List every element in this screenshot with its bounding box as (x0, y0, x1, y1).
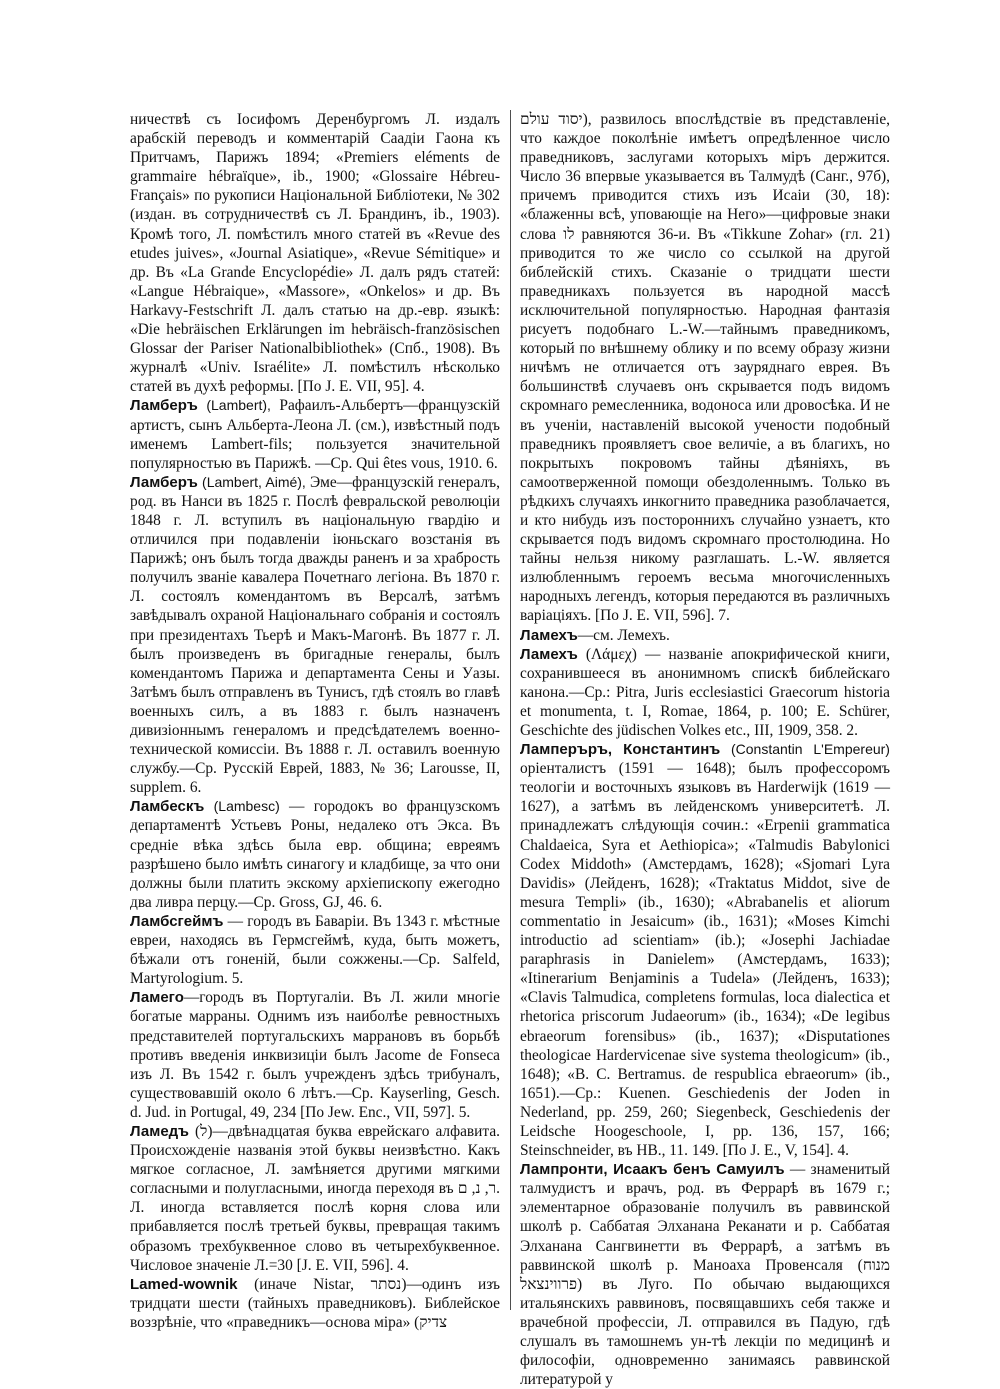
entry-lambsheim (130, 912, 500, 988)
entry-text: (иначе Nistar, נסתר)—одинъ изъ тридцати шести (тайныхъ праведниковъ). Библейское воззрѣніе, что «праведникъ—основа міра» (צדיק (130, 1275, 500, 1331)
entry-lampronti (520, 1160, 890, 1389)
headword-original: (Constantin L'Empereur) (730, 741, 890, 758)
right-column (520, 110, 890, 1389)
headword: Ламперъръ, Константинъ (520, 741, 721, 759)
headword: Ламедъ (130, 1122, 189, 1140)
entry-text: Рафаилъ-Альбертъ—французскій артистъ, сынъ Альберта-Леона Л. (см.), извѣстный подъ именемъ Lambert-fils; пользуется значительной популярностью въ Парижѣ. —Ср. Qui êtes vous, 1910. 6. (130, 397, 500, 472)
headword-original: (Lambert), (206, 397, 271, 414)
entry-lambert-aime (130, 473, 500, 798)
headword: Ламбсгеймъ (130, 912, 224, 930)
left-column (130, 110, 501, 1331)
entry-lambesc (130, 797, 500, 912)
entry-lamego (130, 988, 500, 1122)
entry-continuation: יסוד עולם), развилось впослѣдствіе въ представленіе, что каждое поколѣніе имѣетъ опредѣленное число праведниковъ, заслугами которыхъ міръ держится. Число 36 впервые указывается въ Талмудѣ (Санг., 97б), причемъ приводится стихъ изъ Исаіи (30, 18): «блаженны всѣ, уповающіе на Него»—цифровые знаки слова לו равняются 36-и. Въ «Tikkune Zohar» (гл. 21) приводится то же число со ссылкой на другой библейскій стихъ. Сказаніе о тридцати шести праведникахъ пользуется въ народной массѣ исключительной популярностью. Народная фантазія рисуетъ подобнаго L.-W.—тайнымъ праведникомъ, который по внѣшнему облику и по всему образу жизни ничѣмъ не отличается отъ зауряднаго еврея. Въ большинствѣ случаевъ онъ скрывается подъ видомъ скромнаго ремесленника, водоноса или дровосѣка. И не въ ученіи, наставленій высокой учености подобный праведникъ проявляетъ свое величіе, а въ благихъ, но покрытыхъ покровомъ тайны дѣяніяхъ, въ самоотверженной помощи обездоленнымъ. Только въ рѣдкихъ случаяхъ инкогнито праведника разоблачается, и кто нибудь изъ постороннихъ случайно узнаетъ, кто скрывается подъ видомъ скромнаго простолюдина. Но тайны нельзя никому разглашать. L.-W. является излюбленнымъ героемъ весьма многочисленныхъ народныхъ легендъ, которыя передаются въ различныхъ варіаціяхъ. [По J. E. VII, 596]. 7. (520, 111, 890, 625)
entry-text: —городъ въ Португаліи. Въ Л. жили многіе богатые марраны. Однимъ изъ наиболѣе ревностныхъ представителей португальскихъ маррановъ въ борьбѣ противъ введенія инквизиціи былъ Jacome de Fonseca изъ Л. Въ 1542 г. былъ учрежденъ здѣсь трибуналъ, существовавшій около 6 лѣтъ.—Ср. Kayserling, Gesch. d. Jud. in Portugal, 49, 234 [По Jew. Enc., VII, 597]. 5. (130, 989, 500, 1121)
headword: Lamed-wownik (130, 1275, 238, 1293)
entry-text: оріенталистъ (1591 — 1648); былъ профессоромъ теологіи и восточныхъ языковъ въ Harderwijk (1619 — 1627), а затѣмъ въ лейденскомъ университетѣ. Л. принадлежатъ слѣдующія сочин.: «Erpenii grammatica Chaldaeica, Syra et Aethiopica»; «Talmudis Babylonici Codex Middoth» (Амстердамъ, 1628); «Sjomari Lyra Davidis» (Лейденъ, 1628); «Traktatus Middot, sive de mesura Templi» (ib., 1630); «Abrabanelis et aliorum commentatio in Jesaicum» (ib., 1631); «Moses Kimchi introductio ad scientiam» (ib.); «Josephi Jachiadae paraphrasis in Danielem» (Амстердамъ, 1633); «Itinerarium Benjaminis a Tudela» (Лейденъ, 1633); «Clavis Talmudica, completens formulas, loca dialectica et rhetorica priscorum Judaeorum» (ib., 1634); «De legibus ebraeorum forensibus» (ib., 1637); «Disputationes theologicae Hardervicenae sive systema theologicum» (ib., 1648); «B. C. Bertramus. de respublica ebraeorum» (ib., 1651).—Ср.: Kuenen. Geschiedenis der Joden in Nederland, pp. 259, 260; Siegenbeck, Geschiedenis der Leidsche Hoogeschoole, I, pp. 136, 157, 166; Steinschneider, въ HB., 11. 149. [По J. E., V, 154]. 4. (520, 760, 890, 1160)
headword-original: (Lambert, Aimé), (202, 473, 306, 490)
headword: Ламберъ (130, 473, 198, 491)
entry-text: Эме—французскій генералъ, род. въ Нанси въ 1825 г. Послѣ февральской революціи 1848 г. Л. вступилъ въ національную гвардію и отличился при подавленіи іюньскаго возстанія въ Парижѣ; онъ былъ тогда дважды раненъ и за храбрость получилъ званіе кавалера Почетнаго легіона. Въ 1870 г. Л. состоялъ комендантомъ въ Версалѣ, затѣмъ завѣдывалъ охраной Національнаго собранія и состоялъ при президентахъ Тьерѣ и Макъ-Магонѣ. Въ 1877 г. Л. былъ произведенъ въ бригадные генералы, былъ комендантомъ Парижа и департамента Сены и Уазы. Затѣмъ былъ отправленъ въ Тунисъ, гдѣ стоялъ во главѣ военныхъ силъ, а въ 1883 г. былъ назначенъ дивизіоннымъ генераломъ и предсѣдателемъ военно-технической комиссіи. Въ 1888 г. Л. оставилъ военную службу.—Ср. Русскій Еврей, 1883, № 36; Larousse, II, supplem. 6. (130, 473, 500, 797)
entry-text: — городокъ во французскомъ департаментѣ Устьевъ Роны, недалеко отъ Экса. Въ средніе вѣка здѣсь была евр. община; евреямъ разрѣшено было имѣть синагогу и кладбище, за что они должны были платить экскому архіепископу ежегодно два ливра перцу.—Ср. Gross, GJ, 46. 6. (130, 798, 500, 911)
headword-original: (Lambesc) (213, 798, 280, 815)
entry-lamech-ref (520, 626, 890, 645)
headword: Ламехъ (520, 626, 578, 644)
headword: Ламего (130, 989, 184, 1007)
entry-text: — знаменитый талмудистъ и врачъ, род. въ Феррарѣ въ 1679 г.; элементарное образованіе получилъ въ раввинской школѣ р. Саббатая Элханана Реканати и р. Саббатая Элханана Сангвинетти въ Феррарѣ, а затѣмъ въ раввинской школѣ р. Маноаха Провенсаля (מנוח פרווינצאל) въ Луго. По обычаю выдающихся итальянскихъ раввиновъ, посвящавшихъ себя также и врачебной профессіи, Л. отправился въ Падую, гдѣ слушалъ въ тамошнемъ ун-тѣ лекціи по медицинѣ и философіи, одновременно занимаясь раввинской литературой у (520, 1161, 890, 1389)
dictionary-page (130, 110, 910, 1389)
headword: Ламехъ (520, 645, 578, 663)
column-divider (510, 110, 511, 1310)
entry-text: (ל)—двѣнадцатая буква еврейскаго алфавита. Происхожденіе названія этой буквы неизвѣстно. Какъ мягкое согласное, Л. замѣняется другими мягкими согласными и полугласными, иногда переходя въ ר, נ, ם. Л. иногда вставляется послѣ корня слова или прибавляется послѣ третьей буквы, превращая такимъ образомъ трехбуквенное слово въ четырехбуквенное. Числовое значеніе Л.=30 [J. E. VII, 596]. 4. (130, 1122, 501, 1274)
entry-lempereur (520, 740, 890, 1160)
entry-lamech (520, 645, 890, 740)
entry-text: —см. Лемехъ. (577, 626, 670, 644)
entry-lamed-wownik (130, 1275, 500, 1332)
entry-continuation: ничествѣ съ Іосифомъ Деренбургомъ Л. издалъ арабскій переводъ и комментарій Саадіи Гаона къ Притчамъ, Парижъ 1894; «Premiers eléments de grammaire hébraïque», ib., 1900; «Glossaire Hébreu-Français» по рукописи Національной Библіотеки, № 302 (издан. въ сотрудничествѣ съ Л. Брандинъ, ib., 1903). Кромѣ того, Л. помѣстилъ много статей въ «Revue des etudes juives», «Journal Asiatique», «Revue Sémitique» и др. Въ «La Grande Encyclopédie» Л. далъ рядъ статей: «Langue Hébraique», «Massore», «Onkelos» и др. Въ Harkavy-Festschrift Л. далъ статью на др.-евр. языкѣ: «Die hebräischen Erklärungen im hebräisch-französischen Glossar der Pariser Nationalbibliothek» (Спб., 1908). Въ журналѣ «Univ. Israélite» Л. помѣстилъ нѣсколько статей въ духѣ реформы. [По J. E. VII, 95]. 4. (130, 111, 500, 396)
entry-text: (Λάμεχ) — названіе апокрифической книги, сохранившееся въ анонимномъ спискѣ библейскаго канона.—Ср.: Pitra, Juris ecclesiastici Graecorum historia et monumenta, t. I, Romae, 1864, p. 100; E. Schürer, Geschichte des jüdischen Volkes etc., III, 1909, 358. 2. (520, 645, 890, 739)
entry-text: — городъ въ Баваріи. Въ 1343 г. мѣстные евреи, находясь въ Гермсгеймѣ, куда, быть можетъ, бѣжали отъ гоненій, были сожжены.—Ср. Salfeld, Martyrologium. 5. (130, 912, 500, 988)
headword: Ламбескъ (130, 798, 205, 816)
entry-lambert-raphael (130, 396, 500, 472)
headword: Лампронти, Исаакъ бенъ Самуилъ (520, 1161, 785, 1179)
entry-lamed (130, 1122, 500, 1275)
headword: Ламберъ (130, 397, 198, 415)
